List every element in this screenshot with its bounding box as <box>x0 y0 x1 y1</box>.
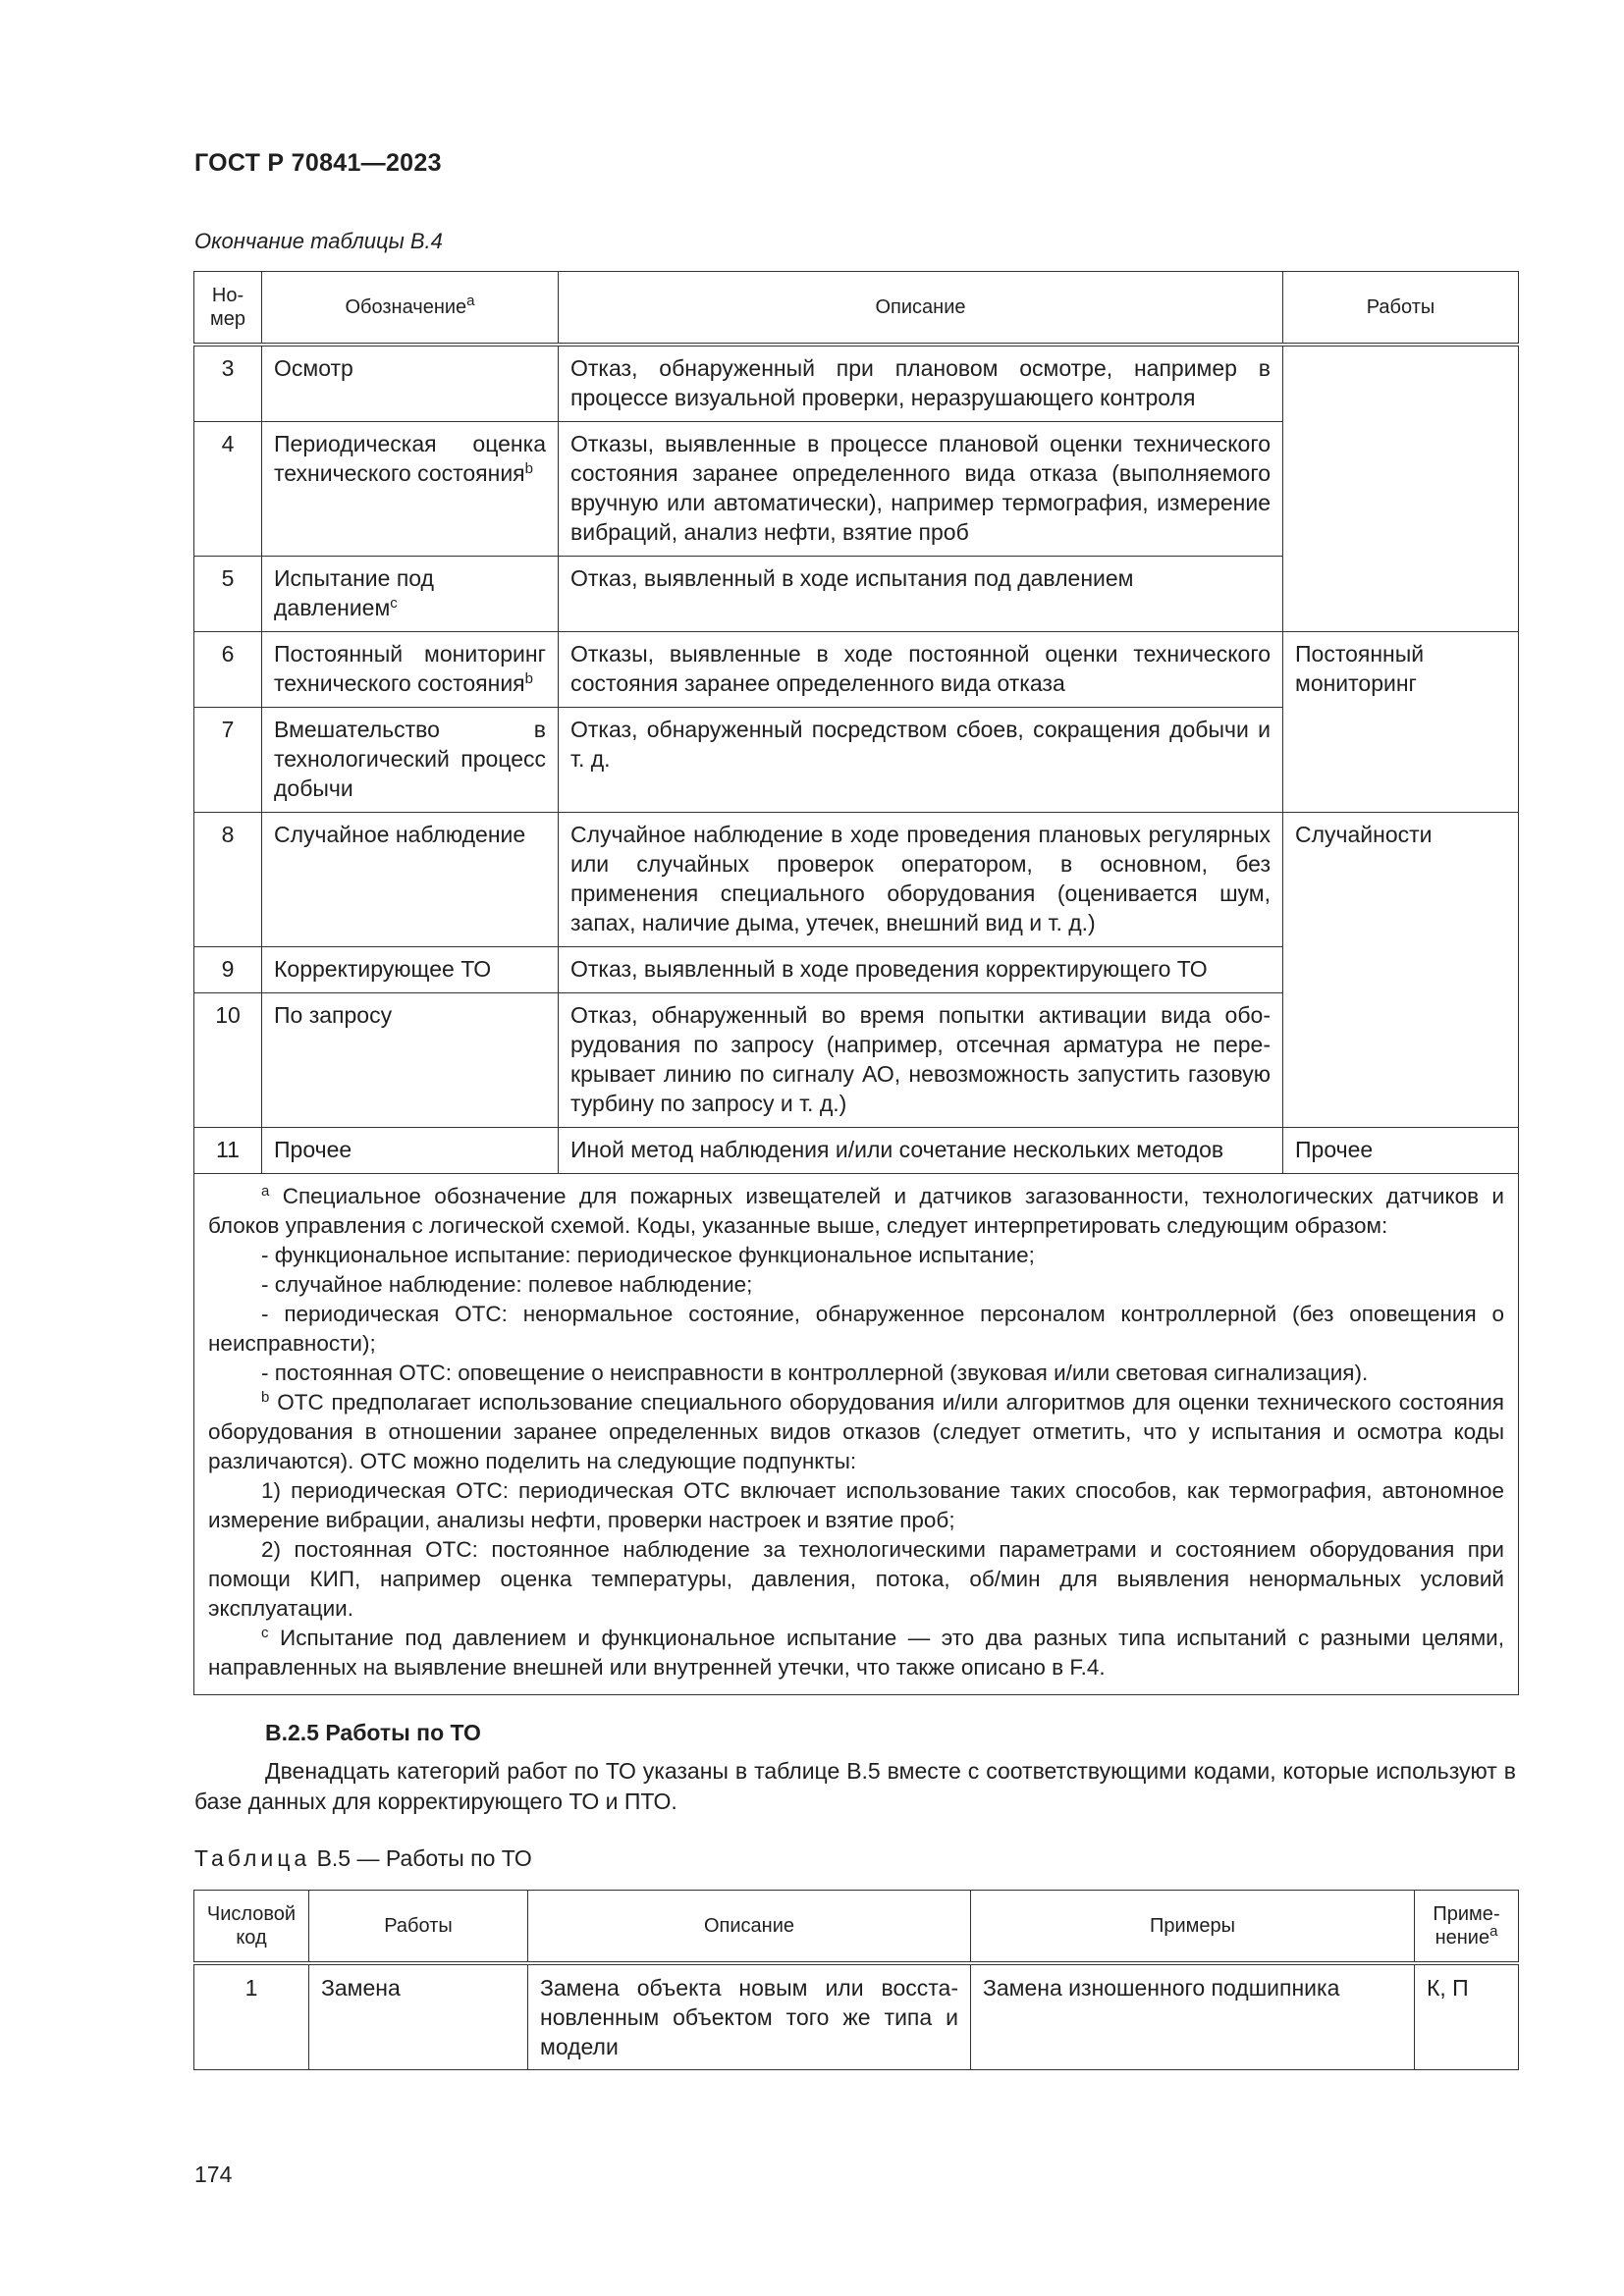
footnote-a-item: - случайное наблюдение: полевое наблюдение; <box>261 1272 753 1297</box>
row-description: Отказ, выявленный в ходе испытания под давлением <box>559 557 1283 632</box>
row-num: 11 <box>194 1128 262 1174</box>
table-row <box>194 813 1519 947</box>
row-num: 6 <box>194 632 262 708</box>
row-designation: По запросу <box>262 993 559 1128</box>
page-number: 174 <box>194 2162 233 2187</box>
table-row <box>194 1963 1519 2070</box>
row-description: Отказ, выявленный в ходе проведения корректирующего ТО <box>559 947 1283 993</box>
table-row <box>194 345 1519 422</box>
table-b4 <box>193 271 1519 1695</box>
row-description: Отказ, обнаруженный посредством сбоев, сокращения добычи и т. д. <box>559 708 1283 813</box>
footnote-b-item: 1) периодическая ОТС: периодическая ОТС включает использование таких способов, как термография, автономное измерение вибрации, анализы нефти, проверки настроек и взятие проб; <box>208 1478 1504 1532</box>
footnote-a: $^a$ Специальное обозначение для пожарных извещателей и датчиков загазованности, технологических датчиков и блоков управления с логической схемой. Коды, указанные выше, следует интерпретировать следующим образом: <box>208 1183 1504 1238</box>
works-cell-monitoring: Постоянный мониторинг <box>1283 632 1519 813</box>
row-num: 8 <box>194 813 262 947</box>
row-description: Случайное наблюдение в ходе проведения плановых регулярных или случайных проверок оператором, в основном, без применения специального оборудования (оценивается шум, запах, наличие дыма, утечек, внешний вид и т. д.) <box>559 813 1283 947</box>
footnote-b-item: 2) постоянная ОТС: постоянное наблюдение за технологическими параметрами и состоянием оборудования при помощи КИП, например оценка температуры, давления, потока, об/мин для выявления ненормальных условий эксплуатации. <box>208 1537 1504 1621</box>
table-header-row <box>194 1891 1519 1964</box>
col-header-description: Описание <box>528 1891 971 1964</box>
row-designation: Прочее <box>262 1128 559 1174</box>
row-code: 1 <box>194 1963 309 2070</box>
table-header-row <box>194 272 1519 346</box>
row-description: Отказы, выявленные в процессе плановой оценки технического состояния заранее определенного вида отказа (выполняемого вручную или автоматически), например термография, измерение вибраций, анализ нефти, взятие проб <box>559 422 1283 557</box>
section-title: В.2.5 Работы по ТО <box>265 1720 481 1745</box>
table-continuation-caption: Окончание таблицы В.4 <box>194 229 443 253</box>
footnote-a-item: - периодическая ОТС: ненормальное состояние, обнаруженное персоналом контроллерной (без оповещения о неисправности); <box>208 1302 1504 1356</box>
row-num: 3 <box>194 345 262 422</box>
col-header-code: Числовой код <box>194 1891 309 1964</box>
standard-header: ГОСТ Р 70841—2023 <box>194 149 442 177</box>
col-header-application: Применение$^a$ <box>1415 1891 1519 1964</box>
col-header-works: Работы <box>1283 272 1519 346</box>
row-description: Отказ, обнаруженный при плановом осмотре, например в процессе визуальной проверки, неразрушающего контроля <box>559 345 1283 422</box>
col-header-description: Описание <box>559 272 1283 346</box>
row-num: 4 <box>194 422 262 557</box>
col-header-num: Но- мер <box>194 272 262 346</box>
row-designation: Испытание под давлением$^c$ <box>262 557 559 632</box>
section-paragraph: Двенадцать категорий работ по ТО указаны в таблице В.5 вместе с соответствующими кодами, которые используют в базе данных для корректирующего ТО и ПТО. <box>194 1758 1516 1814</box>
works-cell-random: Случайности <box>1283 813 1519 1128</box>
table-footnotes <box>194 1174 1519 1695</box>
col-header-examples: Примеры <box>971 1891 1415 1964</box>
row-designation: Случайное наблюдение <box>262 813 559 947</box>
row-examples: Замена изношенного подшипника <box>971 1963 1415 2070</box>
row-description: Замена объекта новым или восстановленным объектом того же типа и модели <box>528 1963 971 2070</box>
row-num: 10 <box>194 993 262 1128</box>
row-designation: Корректирующее ТО <box>262 947 559 993</box>
row-designation: Вмешательство в технологический процесс добычи <box>262 708 559 813</box>
footnote-a-item: - функциональное испытание: периодическое функциональное испытание; <box>261 1243 1035 1267</box>
table-b5 <box>193 1890 1519 2070</box>
row-application: К, П <box>1415 1963 1519 2070</box>
table-notes-row <box>194 1174 1519 1695</box>
works-cell-other: Прочее <box>1283 1128 1519 1174</box>
row-designation: Периодическая оценка технического состояния$^b$ <box>262 422 559 557</box>
footnote-b: $^b$ ОТС предполагает использование специального оборудования и/или алгоритмов для оценки технического состояния оборудования в отношении заранее определенных видов отказов (следует отметить, что у испытания и осмотра коды различаются). ОТС можно поделить на следующие подпункты: <box>208 1389 1504 1473</box>
table-row <box>194 1128 1519 1174</box>
row-works: Замена <box>309 1963 528 2070</box>
row-description: Отказ, обнаруженный во время попытки активации вида оборудования по запросу (например, отсечная арматура не перекрывает линию по сигналу АО, невозможность запустить газовую турбину по запросу и т. д.) <box>559 993 1283 1128</box>
row-designation: Осмотр <box>262 345 559 422</box>
col-header-designation: Обозначение$^a$ <box>262 272 559 346</box>
row-designation: Постоянный мониторинг технического состояния$^b$ <box>262 632 559 708</box>
row-num: 7 <box>194 708 262 813</box>
row-description: Отказы, выявленные в ходе постоянной оценки технического состояния заранее определенного вида отказа <box>559 632 1283 708</box>
table-row <box>194 632 1519 708</box>
works-cell-empty <box>1283 345 1519 632</box>
table-b5-caption: Таблица В.5 — Работы по ТО <box>194 1845 532 1871</box>
footnote-a-item: - постоянная ОТС: оповещение о неисправности в контроллерной (звуковая и/или световая сигнализация). <box>261 1361 1369 1385</box>
footnote-c: $^c$ Испытание под давлением и функциональное испытание — это два разных типа испытаний с разными целями, направленных на выявление внешней или внутренней утечки, что также описано в F.4. <box>208 1625 1504 1680</box>
row-description: Иной метод наблюдения и/или сочетание нескольких методов <box>559 1128 1283 1174</box>
row-num: 9 <box>194 947 262 993</box>
col-header-works: Работы <box>309 1891 528 1964</box>
row-num: 5 <box>194 557 262 632</box>
